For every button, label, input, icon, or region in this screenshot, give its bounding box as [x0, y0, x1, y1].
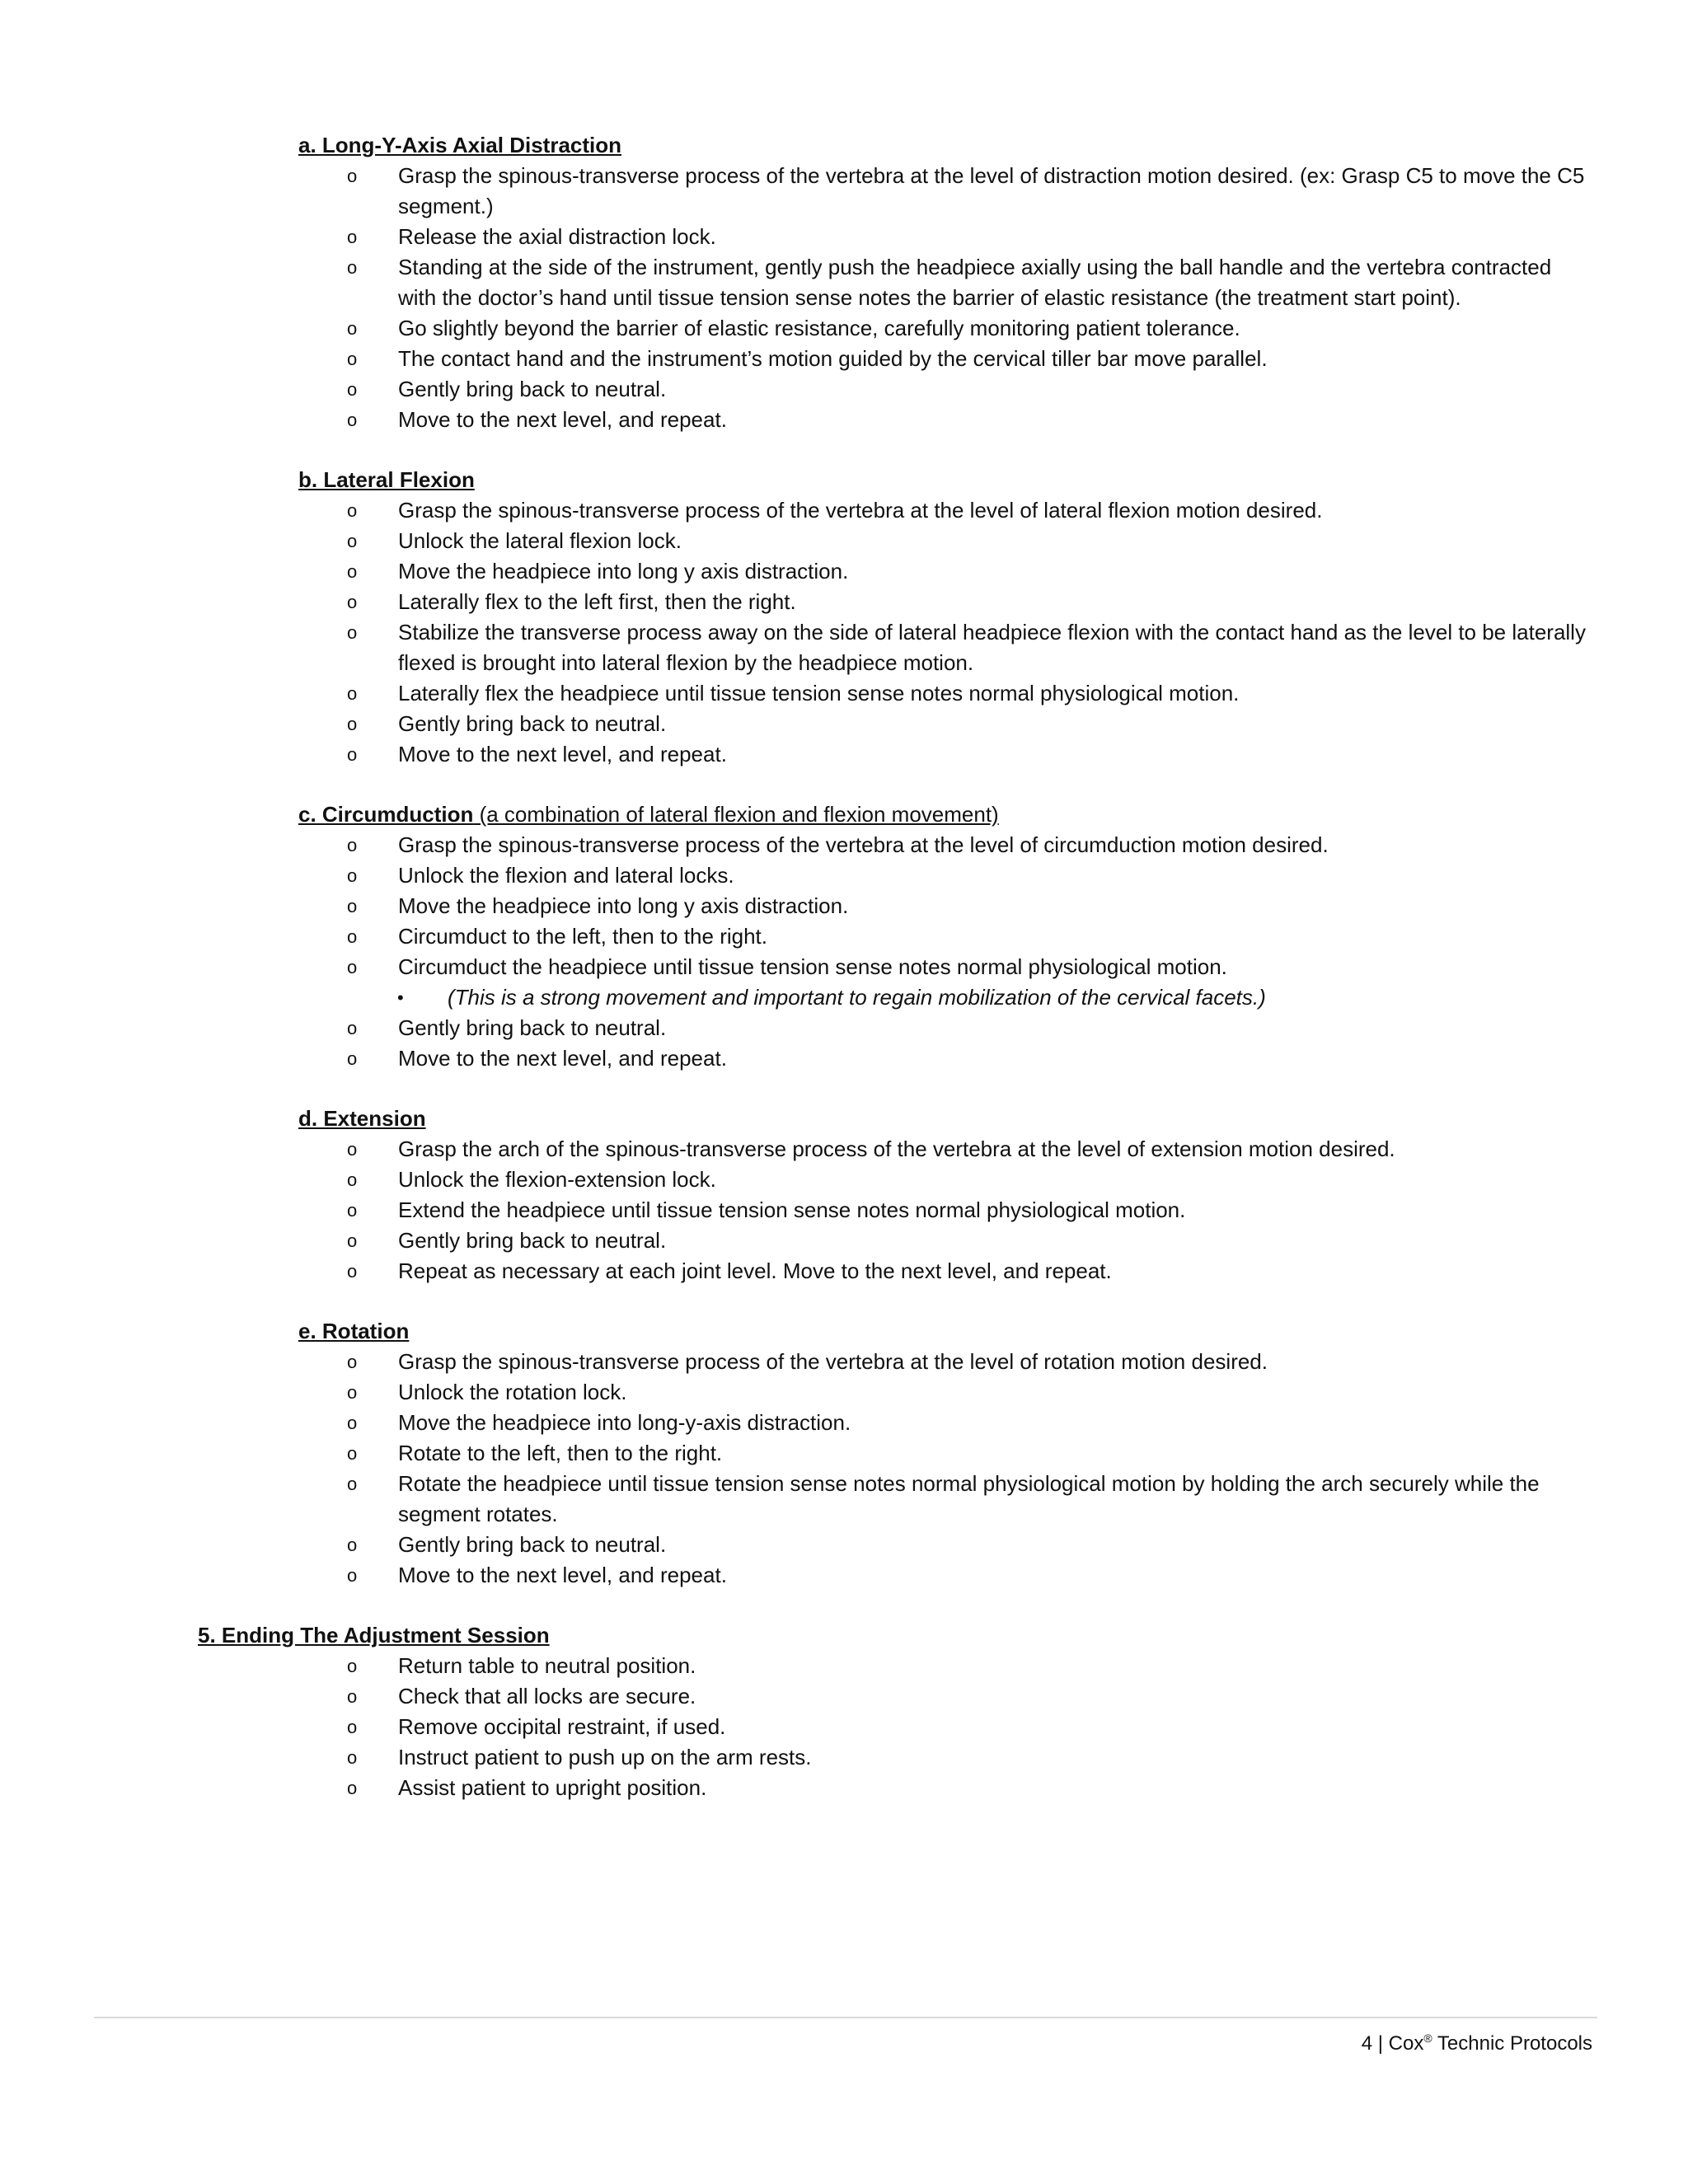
circle-bullet-icon: o [347, 714, 358, 734]
circle-bullet-icon: o [347, 592, 358, 612]
circle-bullet-icon: o [347, 1747, 358, 1768]
circle-bullet-icon: o [347, 1382, 358, 1403]
list-item-text: Circumduct the headpiece until tissue tension sense notes normal physiological motion. [398, 954, 1227, 979]
section-long-y-axis [298, 130, 1688, 435]
footer-title: Technic Protocols [1437, 2032, 1592, 2055]
list-item [298, 1560, 1593, 1591]
circle-bullet-icon: o [347, 1656, 358, 1676]
circle-bullet-icon: o [347, 1169, 358, 1190]
list-item [298, 617, 1593, 678]
dot-bullet-icon: • [397, 987, 404, 1008]
list-item-text: Move the headpiece into long-y-axis distraction. [398, 1410, 851, 1435]
circle-bullet-icon: o [347, 683, 358, 704]
list-item-text: Unlock the rotation lock. [398, 1380, 627, 1404]
list-item [298, 344, 1593, 374]
list-item-text: Laterally flex to the left first, then the right. [398, 589, 796, 614]
section-heading: d. Extension [298, 1106, 426, 1131]
list-item-text: Gently bring back to neutral. [398, 711, 667, 736]
circle-bullet-icon: o [347, 1230, 358, 1251]
list-item [298, 921, 1593, 952]
list-item-text: Gently bring back to neutral. [398, 1015, 667, 1040]
list-item-text: Gently bring back to neutral. [398, 1532, 667, 1557]
circle-bullet-icon: o [347, 622, 358, 643]
circle-bullet-icon: o [347, 561, 358, 582]
circle-bullet-icon: o [347, 1717, 358, 1737]
list-item [298, 1773, 1593, 1803]
bullet-list [298, 830, 1688, 1074]
circle-bullet-icon: o [347, 1352, 358, 1372]
circle-bullet-icon: o [347, 257, 358, 278]
section-heading: e. Rotation [298, 1319, 410, 1343]
footer-divider [94, 2017, 1597, 2018]
circle-bullet-icon: o [347, 1686, 358, 1707]
circle-bullet-icon: o [347, 926, 358, 947]
list-item [298, 860, 1593, 891]
circle-bullet-icon: o [347, 410, 358, 430]
section-heading: 5. Ending The Adjustment Session [198, 1623, 550, 1647]
circle-bullet-icon: o [347, 744, 358, 765]
section-ending-session [198, 1620, 1688, 1803]
list-item [298, 830, 1593, 860]
circle-bullet-icon: o [347, 531, 358, 551]
footer-separator: | [1377, 2032, 1383, 2055]
section-heading [298, 799, 1688, 830]
list-item [298, 526, 1593, 556]
list-item-text: Grasp the spinous-transverse process of the vertebra at the level of rotation motion desired. [398, 1349, 1268, 1374]
list-item [298, 1134, 1593, 1165]
list-item [298, 1651, 1593, 1681]
list-item-text: Grasp the spinous-transverse process of the vertebra at the level of circumduction motion desired. [398, 832, 1329, 857]
circle-bullet-icon: o [347, 1139, 358, 1160]
list-item [298, 495, 1593, 526]
section-extension [298, 1104, 1688, 1286]
circle-bullet-icon: o [347, 349, 358, 369]
list-item-text: Gently bring back to neutral. [398, 1228, 667, 1253]
list-item-text: Remove occipital restraint, if used. [398, 1714, 726, 1739]
list-item-text: Move the headpiece into long y axis distraction. [398, 559, 849, 583]
circle-bullet-icon: o [347, 896, 358, 916]
list-item [298, 1530, 1593, 1560]
list-item-text: Move to the next level, and repeat. [398, 742, 727, 766]
list-item-text: Grasp the arch of the spinous-transverse process of the vertebra at the level of extension motion desired. [398, 1137, 1395, 1161]
section-circumduction [298, 799, 1688, 1074]
circle-bullet-icon: o [347, 1048, 358, 1069]
list-item-text: Unlock the flexion-extension lock. [398, 1167, 716, 1192]
list-item-text: Release the axial distraction lock. [398, 224, 716, 249]
list-item [298, 1742, 1593, 1773]
bullet-list [298, 1134, 1688, 1286]
footer-brand: Cox [1388, 2032, 1424, 2055]
list-item-text: Extend the headpiece until tissue tension sense notes normal physiological motion. [398, 1197, 1186, 1222]
section-heading: b. Lateral Flexion [298, 467, 475, 492]
list-item [298, 556, 1593, 587]
section-heading: a. Long-Y-Axis Axial Distraction [298, 133, 622, 157]
list-item-text: Standing at the side of the instrument, gently push the headpiece axially using the ball handle and the vertebra contracted with the doctor’s hand until tissue tension sense notes the barrier of elastic resistance (the treatment start point). [398, 255, 1552, 310]
registered-mark: ® [1423, 2032, 1432, 2045]
list-item [298, 222, 1593, 252]
list-item-text: Unlock the lateral flexion lock. [398, 528, 682, 553]
list-item-note-text: (This is a strong movement and important to regain mobilization of the cervical facets.) [448, 985, 1266, 1010]
circle-bullet-icon: o [347, 1778, 358, 1798]
list-item-text: Move to the next level, and repeat. [398, 1563, 727, 1587]
list-item [298, 1226, 1593, 1256]
list-item [298, 1165, 1593, 1195]
circle-bullet-icon: o [347, 166, 358, 186]
list-item-text: Rotate the headpiece until tissue tension sense notes normal physiological motion by holding the arch securely while the segment rotates. [398, 1471, 1540, 1526]
bullet-list [298, 495, 1688, 770]
list-item-text: Unlock the flexion and lateral locks. [398, 863, 734, 888]
section-heading-title: c. Circumduction [298, 802, 474, 827]
circle-bullet-icon: o [347, 500, 358, 521]
list-item-text: Move the headpiece into long y axis distraction. [398, 893, 849, 918]
circle-bullet-icon: o [347, 379, 358, 400]
circle-bullet-icon: o [347, 1413, 358, 1433]
list-item [298, 1347, 1593, 1377]
list-item [298, 1043, 1593, 1074]
list-item-text: Go slightly beyond the barrier of elastic resistance, carefully monitoring patient tolerance. [398, 316, 1240, 340]
page-number: 4 [1361, 2032, 1373, 2055]
circle-bullet-icon: o [347, 1018, 358, 1038]
list-item [298, 252, 1593, 313]
list-item-text: Assist patient to upright position. [398, 1775, 707, 1800]
list-item [298, 405, 1593, 435]
list-item [298, 1469, 1593, 1530]
circle-bullet-icon: o [347, 835, 358, 855]
list-item-text: Laterally flex the headpiece until tissue tension sense notes normal physiological motion. [398, 681, 1240, 705]
document-body [0, 130, 1688, 1833]
circle-bullet-icon: o [347, 1535, 358, 1555]
bullet-list [298, 1347, 1688, 1591]
list-item [298, 1256, 1593, 1286]
circle-bullet-icon: o [347, 1443, 358, 1464]
list-item [298, 1377, 1593, 1408]
list-item-text: Gently bring back to neutral. [398, 377, 667, 401]
page-footer [1362, 2024, 1592, 2058]
circle-bullet-icon: o [347, 957, 358, 977]
list-item-text: Repeat as necessary at each joint level. Move to the next level, and repeat. [398, 1258, 1112, 1283]
circle-bullet-icon: o [347, 1200, 358, 1221]
section-lateral-flexion [298, 465, 1688, 770]
circle-bullet-icon: o [347, 1261, 358, 1282]
list-item-text: Grasp the spinous-transverse process of the vertebra at the level of distraction motion desired. (ex: Grasp C5 to move the C5 segment.) [398, 163, 1585, 218]
list-item [298, 1712, 1593, 1742]
list-item [298, 161, 1593, 222]
section-rotation [298, 1316, 1688, 1591]
list-item [298, 678, 1593, 709]
circle-bullet-icon: o [347, 318, 358, 339]
list-item [298, 374, 1593, 405]
list-item-text: Rotate to the left, then to the right. [398, 1441, 723, 1465]
list-item [298, 587, 1593, 617]
section-heading-subtitle: (a combination of lateral flexion and flexion movement) [479, 802, 999, 827]
list-item-text: Return table to neutral position. [398, 1653, 696, 1678]
circle-bullet-icon: o [347, 865, 358, 886]
list-item-note [298, 982, 1643, 1013]
list-item-text: Check that all locks are secure. [398, 1684, 696, 1708]
list-item-text: Grasp the spinous-transverse process of the vertebra at the level of lateral flexion motion desired. [398, 498, 1323, 523]
list-item-text: The contact hand and the instrument’s motion guided by the cervical tiller bar move parallel. [398, 346, 1268, 371]
list-item-text: Instruct patient to push up on the arm rests. [398, 1745, 812, 1769]
list-item [298, 709, 1593, 739]
list-item [298, 1013, 1593, 1043]
circle-bullet-icon: o [347, 1565, 358, 1586]
list-item [298, 1681, 1593, 1712]
list-item [298, 313, 1593, 344]
list-item-text: Circumduct to the left, then to the right. [398, 924, 768, 949]
list-item [298, 891, 1593, 921]
circle-bullet-icon: o [347, 1474, 358, 1494]
list-item-text: Move to the next level, and repeat. [398, 407, 727, 432]
list-item [298, 1408, 1593, 1438]
circle-bullet-icon: o [347, 227, 358, 247]
list-item-text: Stabilize the transverse process away on the side of lateral headpiece flexion with the contact hand as the level to be laterally flexed is brought into lateral flexion by the headpiece motion. [398, 620, 1586, 675]
list-item [298, 739, 1593, 770]
bullet-list [198, 1651, 1688, 1803]
list-item [298, 1195, 1593, 1226]
list-item-text: Move to the next level, and repeat. [398, 1046, 727, 1071]
list-item [298, 952, 1593, 982]
list-item [298, 1438, 1593, 1469]
bullet-list [298, 161, 1688, 435]
